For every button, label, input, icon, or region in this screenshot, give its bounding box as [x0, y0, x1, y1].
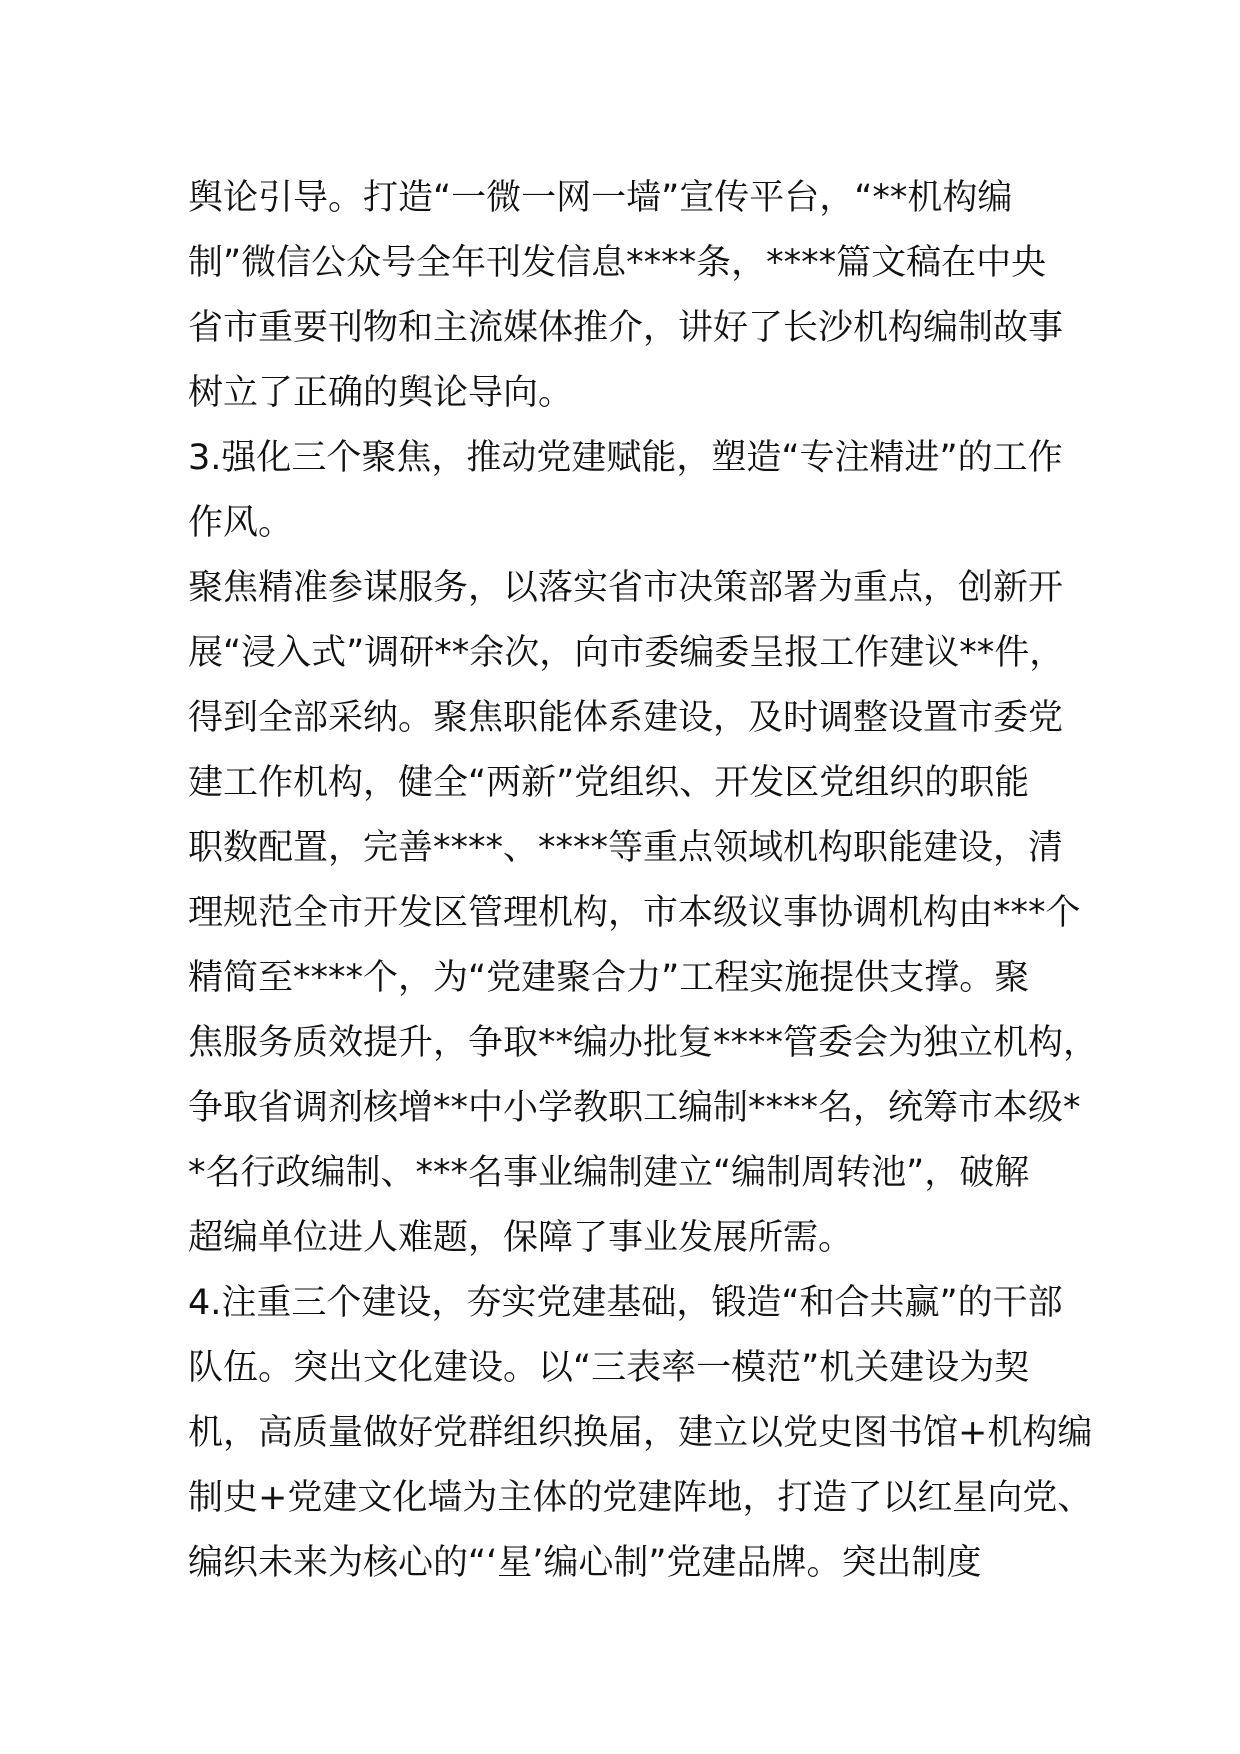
text-line: 队伍。突出文化建设。以“三表率一模范”机关建设为契	[188, 1348, 1030, 1388]
section-heading-line: 作风。	[188, 503, 294, 543]
text-line: 得到全部采纳。聚焦职能体系建设，及时调整设置市委党	[188, 698, 1064, 738]
text-line: 超编单位进人难题，保障了事业发展所需。	[188, 1218, 854, 1258]
body-text	[188, 166, 1099, 1596]
text-line: *名行政编制、***名事业编制建立“编制周转池”，破解	[188, 1153, 1030, 1193]
text-line: 制史+党建文化墙为主体的党建阵地，打造了以红星向党、	[188, 1478, 1093, 1518]
text-line: 职数配置，完善****、****等重点领域机构职能建设，清	[188, 828, 1064, 868]
text-line: 展“浸入式”调研**余次，向市委编委呈报工作建议**件，	[188, 633, 1065, 673]
text-line: 焦服务质效提升，争取**编办批复****管委会为独立机构，	[188, 1023, 1099, 1063]
text-line: 争取省调剂核增**中小学教职工编制****名，统筹市本级*	[188, 1088, 1081, 1128]
text-line: 省市重要刊物和主流媒体推介，讲好了长沙机构编制故事	[188, 308, 1064, 348]
text-line: 理规范全市开发区管理机构，市本级议事协调机构由***个	[188, 893, 1081, 933]
text-line: 建工作机构，健全“两新”党组织、开发区党组织的职能	[188, 763, 1030, 803]
section-heading-line: 3.强化三个聚焦，推动党建赋能，塑造“专注精进”的工作	[188, 438, 1063, 478]
text-line: 编织未来为核心的“‘星’编心制”党建品牌。突出制度	[188, 1543, 982, 1583]
text-line: 树立了正确的舆论导向。	[188, 373, 574, 413]
section-heading-line: 4.注重三个建设，夯实党建基础，锻造“和合共赢”的干部	[188, 1283, 1063, 1323]
text-line: 聚焦精准参谋服务，以落实省市决策部署为重点，创新开	[188, 568, 1064, 608]
text-line: 制”微信公众号全年刊发信息****条，****篇文稿在中央	[188, 243, 1047, 283]
text-line: 舆论引导。打造“一微一网一墙”宣传平台，“**机构编	[188, 178, 1013, 218]
text-line: 精简至****个，为“党建聚合力”工程实施提供支撑。聚	[188, 958, 1030, 998]
text-line: 机，高质量做好党群组织换届，建立以党史图书馆+机构编	[188, 1413, 1093, 1453]
